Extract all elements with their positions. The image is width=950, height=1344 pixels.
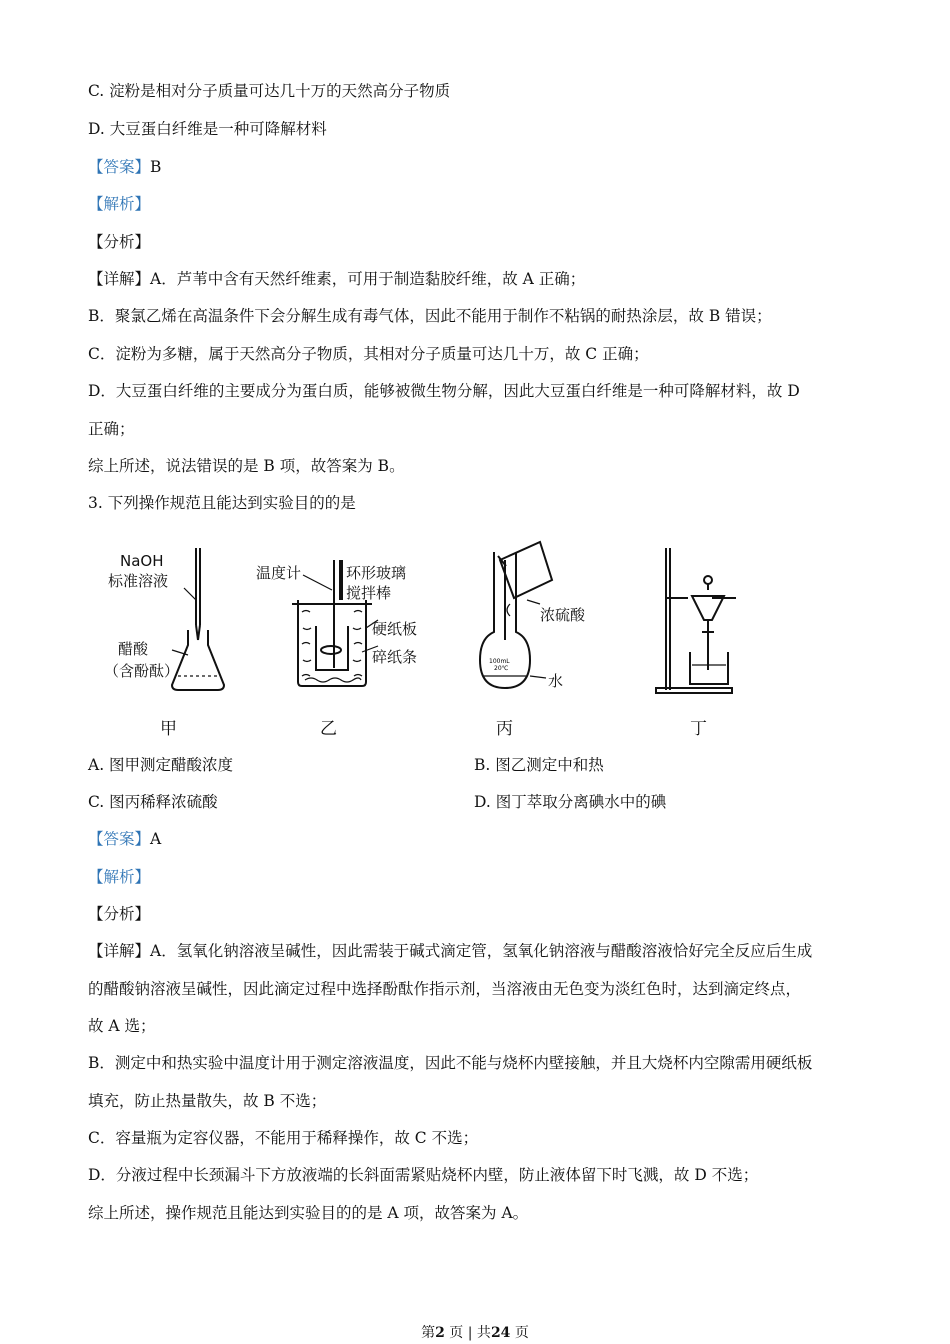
caption-bing: 丙: [496, 719, 513, 739]
label-phenolphthalein: （含酚酞）: [104, 662, 180, 680]
q3-detail-line: 的醋酸钠溶液呈碱性，因此滴定过程中选择酚酞作指示剂，当溶液由无色变为淡红色时，达到滴定终点，: [88, 980, 802, 998]
label-water: 水: [548, 672, 564, 690]
q2-detail-line: B．聚氯乙烯在高温条件下会分解生成有毒气体，因此不能用于制作不粘锅的耐热涂层，故 B 错误；: [88, 307, 772, 325]
q3-detail-line: C．容量瓶为定容仪器，不能用于稀释操作，故 C 不选；: [88, 1129, 479, 1147]
page-footer: [0, 1322, 950, 1342]
q3-option-b: B. 图乙测定中和热: [474, 756, 604, 774]
q3-summary: 综上所述，操作规范且能达到实验目的的是 A 项，故答案为 A。: [88, 1204, 529, 1222]
label-acetic-acid: 醋酸: [118, 640, 149, 658]
caption-yi: 乙: [320, 719, 337, 739]
q3-detail-line: B．测定中和热实验中温度计用于测定溶液温度，因此不能与烧杯内壁接触，并且大烧杯内空隙需用硬纸板: [88, 1054, 813, 1072]
label-100ml: 100mL: [489, 658, 510, 665]
q2-detail-line: 正确；: [88, 420, 135, 438]
q3-jiexi: 【解析】: [88, 868, 151, 886]
q3-detail-line: 【详解】A．氢氧化钠溶液呈碱性，因此需装于碱式滴定管，氢氧化钠溶液与醋酸溶液恰好完全反应后生成: [88, 942, 813, 960]
q2-option-c: C. 淀粉是相对分子质量可达几十万的天然高分子物质: [88, 82, 451, 100]
answer-tag: 【答案】: [88, 830, 151, 848]
answer-value: B: [150, 158, 162, 176]
q3-option-a: A. 图甲测定醋酸浓度: [88, 756, 234, 774]
titration-apparatus: [172, 548, 224, 690]
q3-option-c: C. 图丙稀释浓硫酸: [88, 793, 218, 811]
answer-value: A: [150, 830, 162, 848]
answer-tag: 【答案】: [88, 158, 151, 176]
label-20c: 20℃: [494, 665, 509, 672]
footer-page-number: 2: [435, 1325, 445, 1341]
label-conc-sulfuric-acid: 浓硫酸: [540, 606, 586, 624]
q3-fenxi: 【分析】: [88, 905, 151, 923]
q2-option-d: D. 大豆蛋白纤维是一种可降解材料: [88, 120, 327, 138]
label-ring-glass: 环形玻璃: [346, 564, 407, 582]
caption-jia: 甲: [160, 719, 177, 739]
label-paper-scraps: 碎纸条: [372, 648, 418, 666]
q2-detail-line: C．淀粉为多糖，属于天然高分子物质，其相对分子质量可达几十万，故 C 正确；: [88, 345, 649, 363]
q2-detail-line: 【详解】A．芦苇中含有天然纤维素，可用于制造黏胶纤维，故 A 正确；: [88, 270, 586, 288]
footer-total-pages: 24: [490, 1325, 511, 1341]
q3-option-d: D. 图丁萃取分离碘水中的碘: [474, 793, 667, 811]
separatory-funnel-apparatus: [656, 548, 736, 693]
label-thermometer: 温度计: [256, 564, 302, 582]
label-cardboard: 硬纸板: [372, 620, 418, 638]
q2-jiexi: 【解析】: [88, 195, 151, 213]
q3-detail-line: 填充，防止热量散失，故 B 不选；: [88, 1092, 327, 1110]
label-stirrer: 搅拌棒: [346, 584, 392, 602]
q2-summary: 综上所述，说法错误的是 B 项，故答案为 B。: [88, 457, 405, 475]
q2-detail-line: D．大豆蛋白纤维的主要成分为蛋白质，能够被微生物分解，因此大豆蛋白纤维是一种可降解材料，故 D: [88, 382, 800, 400]
q3-answer: [88, 828, 161, 850]
footer-pre: 第: [421, 1325, 436, 1341]
q3-detail-line: D．分液过程中长颈漏斗下方放液端的长斜面需紧贴烧杯内壁，防止液体留下时飞溅，故 D 不选；: [88, 1166, 759, 1184]
q2-fenxi: 【分析】: [88, 233, 151, 251]
footer-mid: 页 | 共: [444, 1325, 491, 1341]
caption-ding: 丁: [690, 719, 707, 739]
label-standard-solution: 标准溶液: [108, 572, 169, 590]
footer-post: 页: [510, 1325, 529, 1341]
q3-detail-line: 故 A 选；: [88, 1017, 156, 1035]
label-naoh: NaOH: [120, 552, 164, 570]
q3-stem: 3. 下列操作规范且能达到实验目的的是: [88, 494, 356, 512]
